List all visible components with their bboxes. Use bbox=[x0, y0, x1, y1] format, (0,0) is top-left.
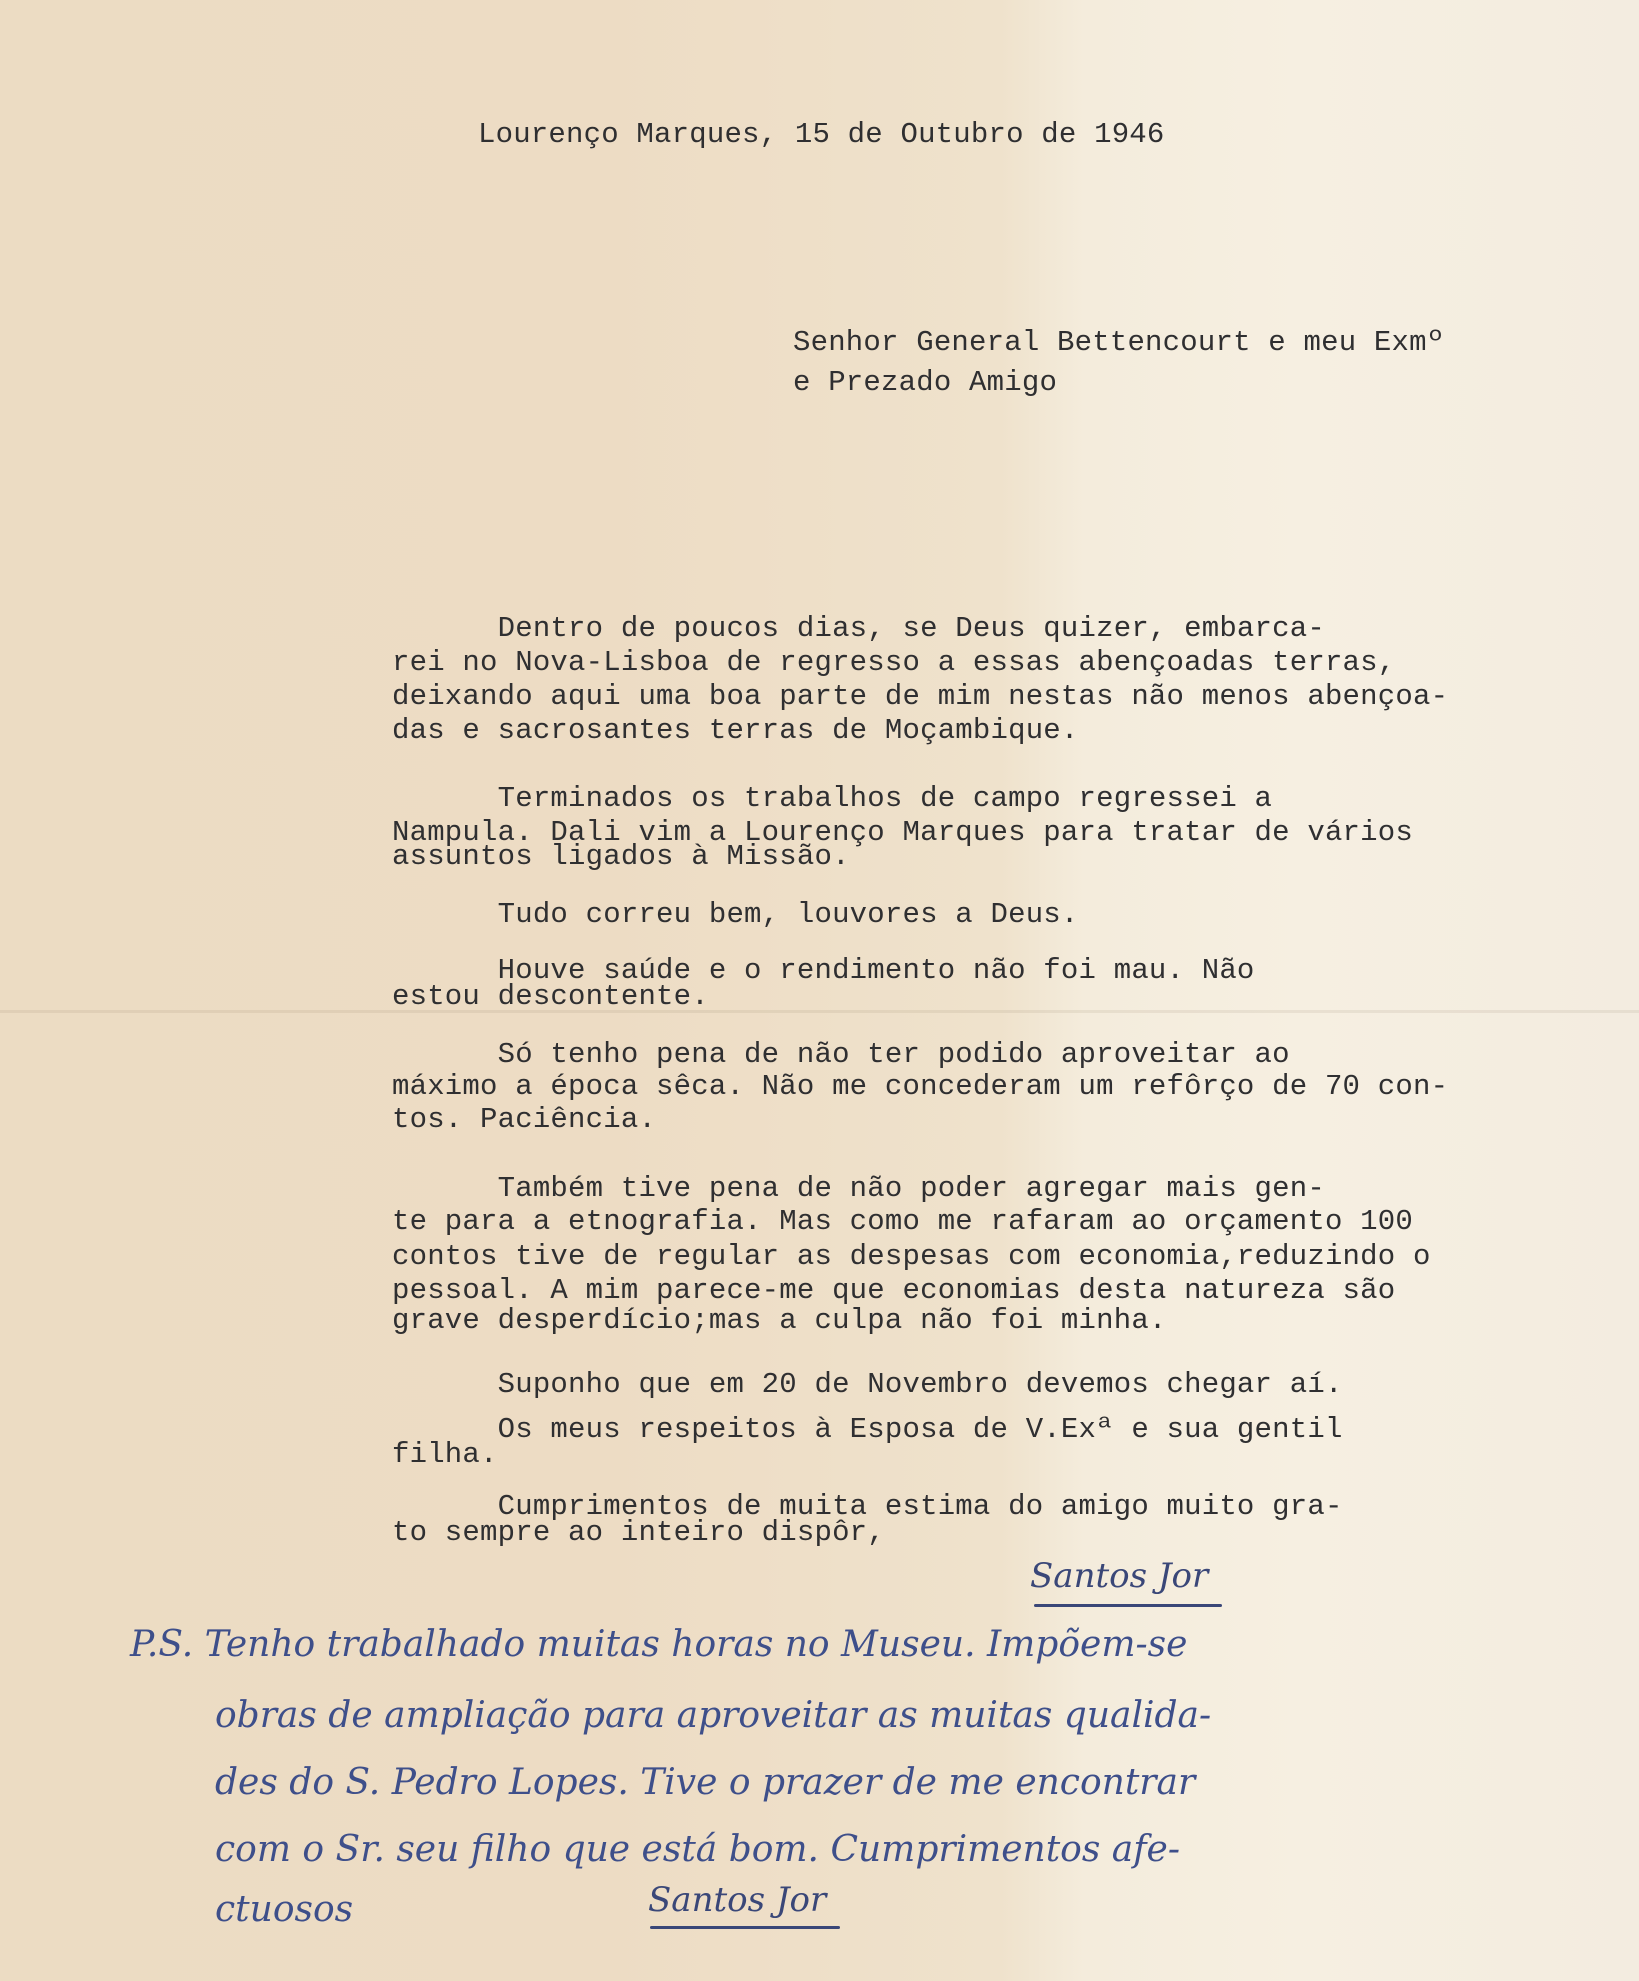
body-line: Suponho que em 20 de Novembro devemos chegar aí. bbox=[392, 1368, 1343, 1401]
body-line: Tudo correu bem, louvores a Deus. bbox=[392, 898, 1079, 931]
postscript-signature: Santos Jor bbox=[648, 1880, 827, 1920]
postscript-signature-underline bbox=[650, 1926, 840, 1929]
salutation-line-2: e Prezado Amigo bbox=[793, 366, 1058, 399]
signature-underline bbox=[1034, 1604, 1222, 1607]
body-line: Cumprimentos de muita estima do amigo muito gra- bbox=[392, 1490, 1343, 1523]
body-line: Nampula. Dali vim a Lourenço Marques para tratar de vários bbox=[392, 816, 1413, 849]
postscript-line: obras de ampliação para aproveitar as muitas qualida- bbox=[215, 1695, 1212, 1736]
signature: Santos Jor bbox=[1030, 1556, 1209, 1596]
salutation-line-1: Senhor General Bettencourt e meu Exmº bbox=[793, 326, 1445, 359]
postscript-line: ctuosos bbox=[215, 1889, 354, 1930]
body-line: estou descontente. bbox=[392, 980, 709, 1013]
postscript-line: P.S. Tenho trabalhado muitas horas no Museu. Impõem-se bbox=[130, 1624, 1188, 1665]
body-line: Houve saúde e o rendimento não foi mau. Não bbox=[392, 954, 1255, 987]
body-line: assuntos ligados à Missão. bbox=[392, 840, 850, 873]
body-line: deixando aqui uma boa parte de mim nestas não menos abençoa- bbox=[392, 680, 1449, 713]
body-line: Só tenho pena de não ter podido aproveitar ao bbox=[392, 1038, 1290, 1071]
body-line: Terminados os trabalhos de campo regressei a bbox=[392, 782, 1273, 815]
postscript-line: com o Sr. seu filho que está bom. Cumprimentos afe- bbox=[215, 1829, 1181, 1870]
body-line: das e sacrosantes terras de Moçambique. bbox=[392, 714, 1079, 747]
body-line: filha. bbox=[392, 1438, 498, 1471]
body-line: Dentro de poucos dias, se Deus quizer, embarca- bbox=[392, 612, 1325, 645]
body-line: contos tive de regular as despesas com economia,reduzindo o bbox=[392, 1240, 1431, 1273]
body-line: rei no Nova-Lisboa de regresso a essas abençoadas terras, bbox=[392, 646, 1396, 679]
body-line: te para a etnografia. Mas como me rafaram ao orçamento 100 bbox=[392, 1205, 1413, 1238]
paper-fold bbox=[0, 1010, 1639, 1013]
body-line: to sempre ao inteiro dispôr, bbox=[392, 1516, 885, 1549]
body-line: máximo a época sêca. Não me concederam um refôrço de 70 con- bbox=[392, 1070, 1449, 1103]
body-line: Os meus respeitos à Esposa de V.Exª e sua gentil bbox=[392, 1413, 1343, 1446]
postscript-line: des do S. Pedro Lopes. Tive o prazer de me encontrar bbox=[215, 1762, 1196, 1803]
place-date: Lourenço Marques, 15 de Outubro de 1946 bbox=[478, 118, 1165, 151]
body-line: pessoal. A mim parece-me que economias desta natureza são bbox=[392, 1274, 1396, 1307]
body-line: tos. Paciência. bbox=[392, 1103, 657, 1136]
body-line: grave desperdício;mas a culpa não foi minha. bbox=[392, 1304, 1167, 1337]
body-line: Também tive pena de não poder agregar mais gen- bbox=[392, 1172, 1325, 1205]
